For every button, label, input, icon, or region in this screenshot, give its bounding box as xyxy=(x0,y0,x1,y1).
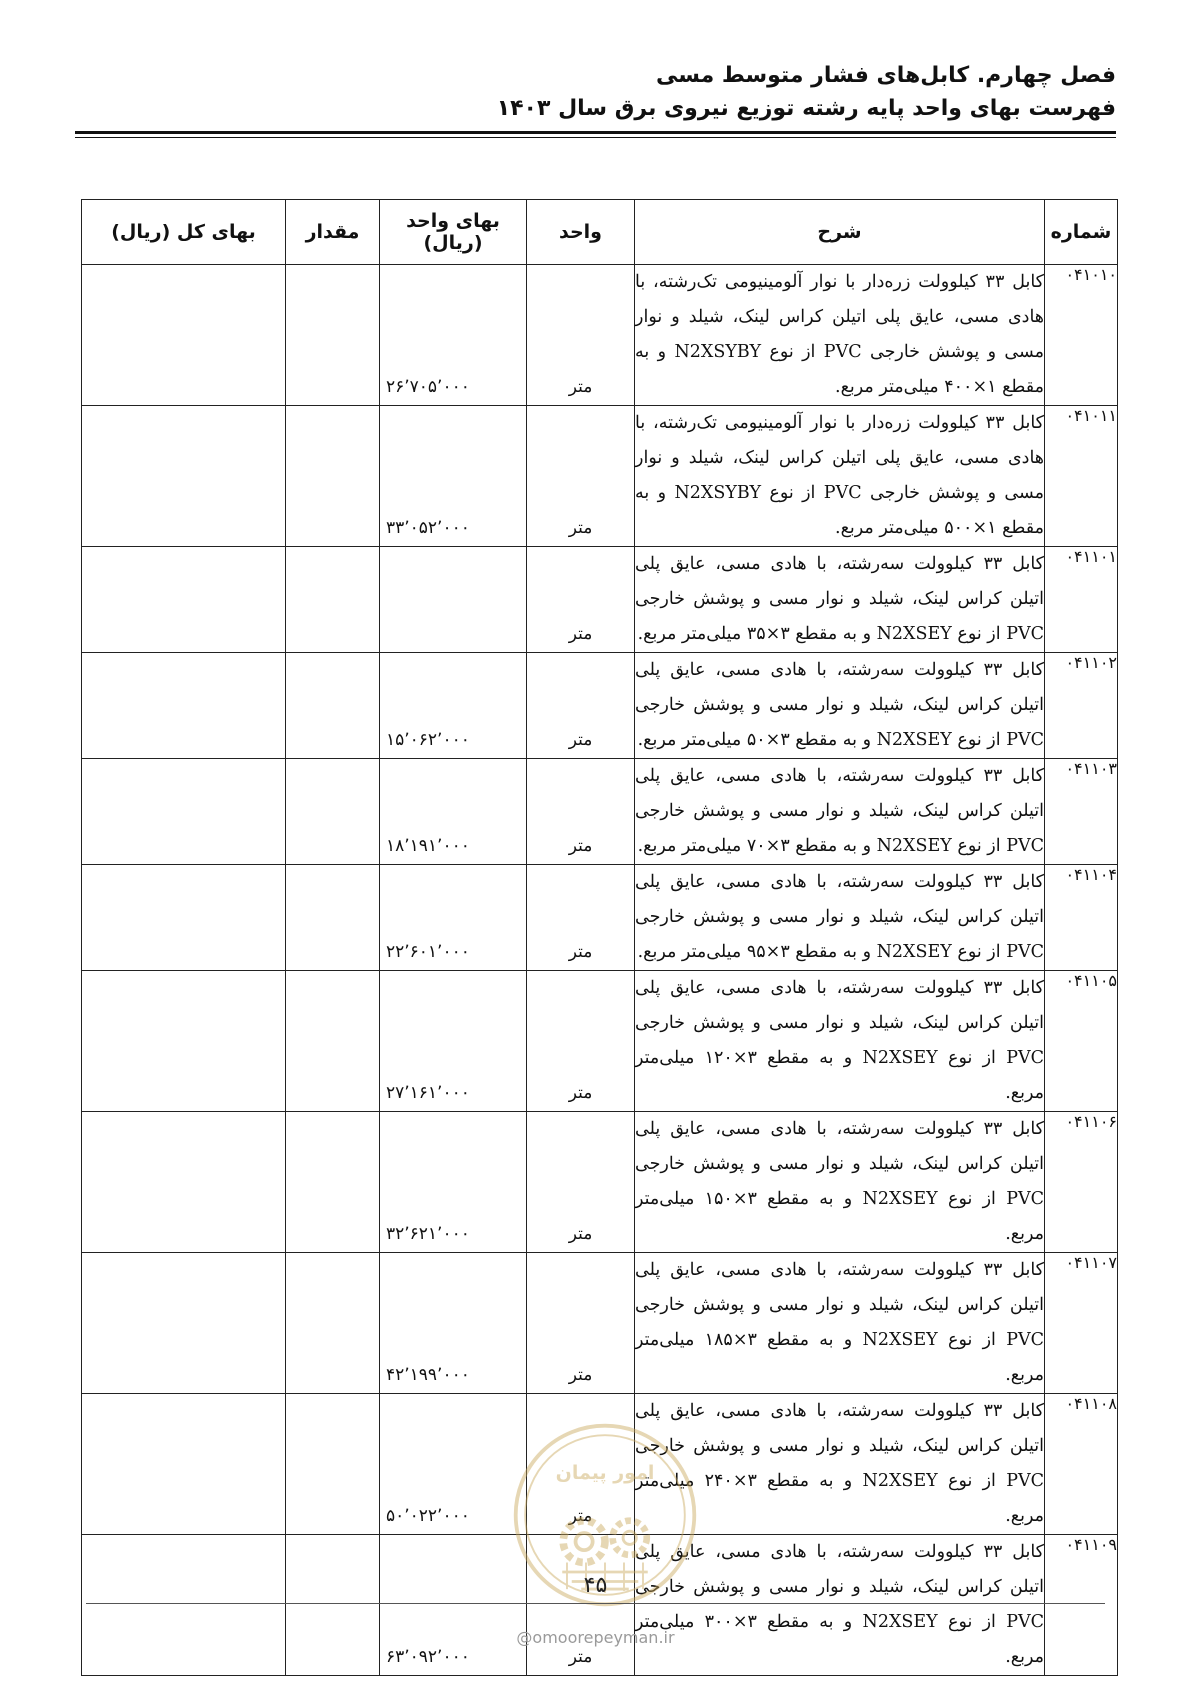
cell-total-price xyxy=(82,1112,286,1253)
cell-description: کابل ۳۳ کیلوولت سه‌رشته، با هادی مسی، عایق پلی اتیلن کراس لینک، شیلد و نوار مسی و پوشش خارجی PVC از نوع N2XSEY و به مقطع ۳×۱۲۰ میلی‌متر مربع. xyxy=(635,971,1045,1112)
cell-description: کابل ۳۳ کیلوولت زره‌دار با نوار آلومینیومی تک‌رشته، با هادی مسی، عایق پلی اتیلن کراس لینک، شیلد و نوار مسی و پوشش خارجی PVC از نوع N2XSYBY و به مقطع ۱×۵۰۰ میلی‌متر مربع. xyxy=(635,406,1045,547)
table-row xyxy=(82,1253,1118,1394)
cell-total-price xyxy=(82,971,286,1112)
cell-quantity xyxy=(286,971,380,1112)
cell-description: کابل ۳۳ کیلوولت سه‌رشته، با هادی مسی، عایق پلی اتیلن کراس لینک، شیلد و نوار مسی و پوشش خارجی PVC از نوع N2XSEY و به مقطع ۳×۹۵ میلی‌متر مربع. xyxy=(635,865,1045,971)
footer-rule xyxy=(86,1603,1105,1604)
table-row xyxy=(82,759,1118,865)
cell-unit-price: ۲۷٬۱۶۱٬۰۰۰ xyxy=(380,971,527,1112)
cell-quantity xyxy=(286,865,380,971)
cell-total-price xyxy=(82,265,286,406)
cell-code: ۰۴۱۱۰۹ xyxy=(1045,1535,1118,1676)
header-rule-thick xyxy=(75,131,1116,134)
cell-total-price xyxy=(82,865,286,971)
cell-unit-price xyxy=(380,547,527,653)
cell-code: ۰۴۱۱۰۱ xyxy=(1045,547,1118,653)
cell-quantity xyxy=(286,547,380,653)
cell-unit: متر xyxy=(527,865,635,971)
cell-unit-price: ۵۰٬۰۲۲٬۰۰۰ xyxy=(380,1394,527,1535)
table-row xyxy=(82,653,1118,759)
cell-code: ۰۴۱۱۰۴ xyxy=(1045,865,1118,971)
cell-unit-price: ۱۵٬۰۶۲٬۰۰۰ xyxy=(380,653,527,759)
cell-description: کابل ۳۳ کیلوولت سه‌رشته، با هادی مسی، عایق پلی اتیلن کراس لینک، شیلد و نوار مسی و پوشش خارجی PVC از نوع N2XSEY و به مقطع ۳×۱۸۵ میلی‌متر مربع. xyxy=(635,1253,1045,1394)
table-row xyxy=(82,1394,1118,1535)
cell-code: ۰۴۱۱۰۳ xyxy=(1045,759,1118,865)
table-row xyxy=(82,547,1118,653)
cell-description: کابل ۳۳ کیلوولت سه‌رشته، با هادی مسی، عایق پلی اتیلن کراس لینک، شیلد و نوار مسی و پوشش خارجی PVC از نوع N2XSEY و به مقطع ۳×۷۰ میلی‌متر مربع. xyxy=(635,759,1045,865)
column-header-code: شماره xyxy=(1045,200,1118,265)
column-header-quantity: مقدار xyxy=(286,200,380,265)
page-number: ۴۵ xyxy=(583,1573,608,1598)
table-row xyxy=(82,865,1118,971)
page-header xyxy=(75,60,1116,126)
cell-unit: متر xyxy=(527,1253,635,1394)
column-header-unit: واحد xyxy=(527,200,635,265)
header-rule-thin xyxy=(75,137,1116,138)
table-row xyxy=(82,406,1118,547)
cell-unit-price: ۳۳٬۰۵۲٬۰۰۰ xyxy=(380,406,527,547)
price-list-table xyxy=(81,199,1118,1676)
cell-code: ۰۴۱۱۰۷ xyxy=(1045,1253,1118,1394)
cell-unit: متر xyxy=(527,547,635,653)
cell-description: کابل ۳۳ کیلوولت سه‌رشته، با هادی مسی، عایق پلی اتیلن کراس لینک، شیلد و نوار مسی و پوشش خارجی PVC از نوع N2XSEY و به مقطع ۳×۳۵ میلی‌متر مربع. xyxy=(635,547,1045,653)
cell-total-price xyxy=(82,1394,286,1535)
cell-total-price xyxy=(82,1253,286,1394)
column-header-total-price: بهای کل (ریال) xyxy=(82,200,286,265)
table-row xyxy=(82,971,1118,1112)
cell-total-price xyxy=(82,759,286,865)
watermark-url: @omoorepeyman.ir xyxy=(516,1628,675,1647)
cell-quantity xyxy=(286,1535,380,1676)
cell-total-price xyxy=(82,653,286,759)
cell-quantity xyxy=(286,406,380,547)
cell-code: ۰۴۱۰۱۱ xyxy=(1045,406,1118,547)
cell-unit: متر xyxy=(527,406,635,547)
chapter-title: فصل چهارم. کابل‌های فشار متوسط مسی xyxy=(655,63,1116,88)
cell-code: ۰۴۱۱۰۲ xyxy=(1045,653,1118,759)
cell-unit: متر xyxy=(527,1394,635,1535)
cell-quantity xyxy=(286,1253,380,1394)
table-row xyxy=(82,265,1118,406)
document-title: فهرست بهای واحد پایه رشته توزیع نیروی برق سال ۱۴۰۳ xyxy=(496,96,1116,121)
cell-unit: متر xyxy=(527,759,635,865)
cell-unit-price: ۲۶٬۷۰۵٬۰۰۰ xyxy=(380,265,527,406)
table-row xyxy=(82,1535,1118,1676)
cell-total-price xyxy=(82,406,286,547)
column-header-unit-price: بهای واحد (ریال) xyxy=(380,200,527,265)
cell-code: ۰۴۱۰۱۰ xyxy=(1045,265,1118,406)
cell-unit-price: ۱۸٬۱۹۱٬۰۰۰ xyxy=(380,759,527,865)
cell-quantity xyxy=(286,265,380,406)
cell-description: کابل ۳۳ کیلوولت سه‌رشته، با هادی مسی، عایق پلی اتیلن کراس لینک، شیلد و نوار مسی و پوشش خارجی PVC از نوع N2XSEY و به مقطع ۳×۵۰ میلی‌متر مربع. xyxy=(635,653,1045,759)
cell-unit: متر xyxy=(527,971,635,1112)
cell-unit: متر xyxy=(527,265,635,406)
table-row xyxy=(82,1112,1118,1253)
column-header-description: شرح xyxy=(635,200,1045,265)
cell-quantity xyxy=(286,1394,380,1535)
seal-text: امور پیمان xyxy=(555,1461,655,1484)
cell-description: کابل ۳۳ کیلوولت سه‌رشته، با هادی مسی، عایق پلی اتیلن کراس لینک، شیلد و نوار مسی و پوشش خارجی PVC از نوع N2XSEY و به مقطع ۳×۳۰۰ میلی‌متر مربع. xyxy=(635,1535,1045,1676)
cell-total-price xyxy=(82,1535,286,1676)
cell-code: ۰۴۱۱۰۵ xyxy=(1045,971,1118,1112)
cell-total-price xyxy=(82,547,286,653)
cell-code: ۰۴۱۱۰۸ xyxy=(1045,1394,1118,1535)
cell-quantity xyxy=(286,1112,380,1253)
cell-description: کابل ۳۳ کیلوولت سه‌رشته، با هادی مسی، عایق پلی اتیلن کراس لینک، شیلد و نوار مسی و پوشش خارجی PVC از نوع N2XSEY و به مقطع ۳×۲۴۰ میلی‌متر مربع. xyxy=(635,1394,1045,1535)
cell-unit: متر xyxy=(527,1535,635,1676)
cell-unit-price: ۶۳٬۰۹۲٬۰۰۰ xyxy=(380,1535,527,1676)
cell-description: کابل ۳۳ کیلوولت زره‌دار با نوار آلومینیومی تک‌رشته، با هادی مسی، عایق پلی اتیلن کراس لینک، شیلد و نوار مسی و پوشش خارجی PVC از نوع N2XSYBY و به مقطع ۱×۴۰۰ میلی‌متر مربع. xyxy=(635,265,1045,406)
cell-unit: متر xyxy=(527,653,635,759)
cell-unit-price: ۲۲٬۶۰۱٬۰۰۰ xyxy=(380,865,527,971)
cell-unit-price: ۴۲٬۱۹۹٬۰۰۰ xyxy=(380,1253,527,1394)
table-header-row xyxy=(82,200,1118,265)
cell-code: ۰۴۱۱۰۶ xyxy=(1045,1112,1118,1253)
cell-quantity xyxy=(286,759,380,865)
cell-unit: متر xyxy=(527,1112,635,1253)
cell-unit-price: ۳۲٬۶۲۱٬۰۰۰ xyxy=(380,1112,527,1253)
cell-description: کابل ۳۳ کیلوولت سه‌رشته، با هادی مسی، عایق پلی اتیلن کراس لینک، شیلد و نوار مسی و پوشش خارجی PVC از نوع N2XSEY و به مقطع ۳×۱۵۰ میلی‌متر مربع. xyxy=(635,1112,1045,1253)
cell-quantity xyxy=(286,653,380,759)
